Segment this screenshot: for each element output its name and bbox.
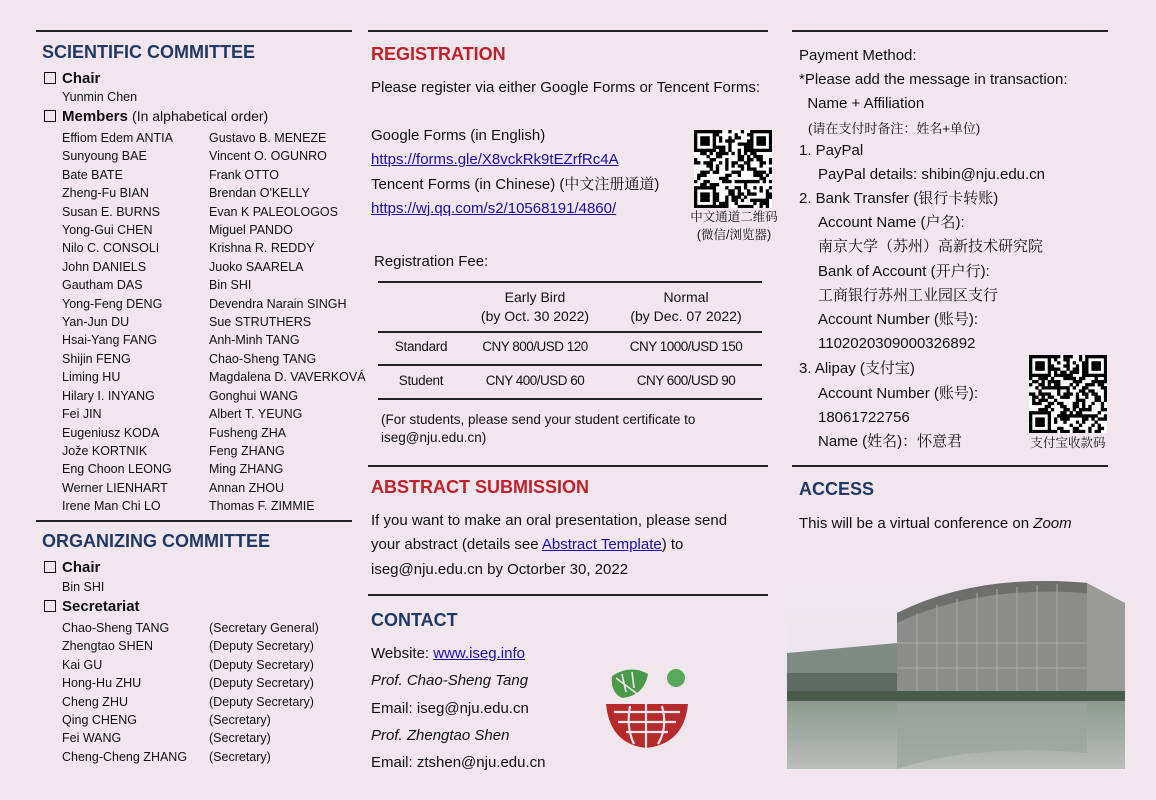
member-name: Irene Man Chi LO: [62, 499, 161, 514]
secretariat-names: [62, 619, 187, 766]
member-name: Hilary I. INYANG: [62, 388, 155, 403]
qr-code-icon: [694, 130, 772, 208]
secretariat-role: (Deputy Secretary): [209, 676, 314, 691]
fee-header-early: Early Bird (by Oct. 30 2022): [480, 289, 590, 324]
member-name: Nilo C. CONSOLI: [62, 241, 160, 256]
member-name: Brendan O'KELLY: [209, 186, 310, 201]
member-name: Gonghui WANG: [209, 388, 299, 403]
alipay-qr-caption: 支付宝收款码: [1030, 436, 1106, 450]
member-name: Evan K PALEOLOGOS: [209, 204, 338, 219]
abstract-template-link[interactable]: Abstract Template: [541, 536, 662, 553]
fee-row-standard-normal: CNY 1000/USD 150: [629, 339, 743, 354]
access-title: ACCESS: [799, 479, 875, 499]
website-link[interactable]: www.iseg.info: [433, 645, 525, 662]
member-name: Krishna R. REDDY: [209, 241, 315, 256]
member-name: Frank OTTO: [209, 167, 279, 182]
alipay-number-label: Account Number (账号):: [818, 385, 979, 402]
account-number-label: Account Number (账号):: [818, 311, 979, 328]
member-name: Magdalena D. VAVERKOVÁ: [209, 370, 366, 385]
members-list-right: [209, 129, 366, 516]
account-name-label: Account Name (户名):: [818, 214, 965, 231]
member-name: Yong-Gui CHEN: [62, 223, 153, 238]
abstract-line-1: If you want to make an oral presentation, please send: [371, 512, 728, 529]
secretariat-name: Qing CHENG: [62, 713, 138, 728]
organizing-chair-heading: Chair: [44, 559, 100, 576]
qr-caption-1: 中文通道二维码: [690, 210, 778, 224]
bank-heading: 2. Bank Transfer (银行卡转账): [799, 190, 999, 207]
member-name: Gautham DAS: [62, 278, 143, 293]
alipay-number: 18061722756: [818, 409, 910, 426]
member-name: Bate BATE: [62, 167, 123, 182]
member-name: Zheng-Fu BIAN: [62, 186, 149, 201]
member-name: Anh-Minh TANG: [209, 333, 300, 348]
member-name: Effiom Edem ANTIA: [62, 131, 173, 145]
secretariat-heading: Secretariat: [44, 598, 140, 615]
abstract-line-2: your abstract (details see Abstract Template) to: [371, 536, 684, 553]
secretariat-roles: [209, 619, 319, 766]
organizing-chair-name: Bin SHI: [62, 580, 105, 594]
member-name: Chao-Sheng TANG: [209, 351, 317, 366]
building-photo: [787, 573, 1125, 769]
fee-row-standard-early: CNY 800/USD 120: [482, 339, 588, 354]
member-name: Fusheng ZHA: [209, 425, 287, 440]
member-name: Sunyoung BAE: [62, 149, 147, 164]
checkbox-icon: [44, 110, 56, 122]
fee-row-student-type: Student: [398, 373, 444, 388]
member-name: Yan-Jun DU: [62, 315, 130, 330]
member-name: Shijin FENG: [62, 351, 131, 366]
secretariat-name: Chao-Sheng TANG: [62, 621, 170, 635]
fee-row-standard-type: Standard: [394, 339, 448, 354]
tencent-forms-label: Tencent Forms (in Chinese) (中文注册通道): [371, 176, 660, 193]
secretariat-name: Cheng ZHU: [62, 694, 128, 709]
fee-header-normal: Normal (by Dec. 07 2022): [630, 289, 742, 324]
bank-label: Bank of Account (开户行):: [818, 263, 990, 280]
secretariat-role: (Secretary): [209, 749, 271, 764]
member-name: Miguel PANDO: [209, 223, 293, 238]
contact-website: Website: www.iseg.info: [371, 645, 525, 662]
divider-col2-b: [368, 594, 768, 596]
access-text: This will be a virtual conference on Zoom: [799, 515, 1072, 532]
conference-logo: [600, 662, 690, 752]
member-name: Werner LIENHART: [62, 480, 168, 495]
account-number: 1102020309000326892: [818, 335, 976, 352]
member-name: Sue STRUTHERS: [209, 315, 312, 330]
contact-person-1: Prof. Chao-Sheng Tang: [371, 672, 529, 689]
fee-table-bottom-rule: [378, 398, 762, 400]
member-name: Hsai-Yang FANG: [62, 333, 157, 348]
secretariat-role: (Secretary): [209, 731, 271, 746]
student-note: (For students, please send your student certificate to iseg@nju.edu.cn): [381, 412, 696, 445]
member-name: Bin SHI: [209, 278, 252, 293]
checkbox-icon: [44, 561, 56, 573]
member-name: Annan ZHOU: [209, 480, 285, 495]
alipay-qr-code: [1029, 355, 1107, 433]
member-name: John DANIELS: [62, 259, 147, 274]
member-name: Vincent O. OGUNRO: [209, 149, 327, 164]
members-heading: Members (In alphabetical order): [44, 108, 268, 125]
member-name: Gustavo B. MENEZE: [209, 131, 327, 145]
qr-caption-2: (微信/浏览器): [696, 228, 772, 242]
registration-title: REGISTRATION: [371, 44, 506, 64]
payment-line-1: *Please add the message in transaction:: [799, 71, 1068, 88]
fee-row-student-early: CNY 400/USD 60: [485, 373, 585, 388]
member-name: Yong-Feng DENG: [62, 296, 163, 311]
member-name: Jože KORTNIK: [62, 443, 148, 458]
scientific-chair-name: Yunmin Chen: [62, 90, 138, 104]
member-name: Eugeniusz KODA: [62, 425, 160, 440]
registration-intro: Please register via either Google Forms or Tencent Forms:: [371, 79, 761, 96]
secretariat-name: Zhengtao SHEN: [62, 639, 154, 654]
divider-col1: [36, 520, 352, 522]
members-list-left: [62, 129, 173, 516]
checkbox-icon: [44, 600, 56, 612]
secretariat-role: (Secretary General): [209, 621, 319, 635]
secretariat-name: Cheng-Cheng ZHANG: [62, 749, 188, 764]
abstract-submission-title: ABSTRACT SUBMISSION: [371, 477, 590, 497]
scientific-committee-title: SCIENTIFIC COMMITTEE: [42, 42, 255, 62]
divider-col2-a: [368, 465, 768, 467]
payment-line-2: Name + Affiliation: [799, 95, 925, 112]
top-rule-col3: [792, 30, 1108, 32]
abstract-line-3: iseg@nju.edu.cn by Octorber 30, 2022: [371, 561, 629, 578]
contact-email-2: Email: ztshen@nju.edu.cn: [371, 754, 546, 771]
contact-person-2: Prof. Zhengtao Shen: [371, 727, 510, 744]
qr-code-icon: [1029, 355, 1107, 433]
organizing-committee-title: ORGANIZING COMMITTEE: [42, 531, 270, 551]
paypal-heading: 1. PayPal: [799, 142, 864, 159]
member-name: Susan E. BURNS: [62, 204, 160, 219]
registration-fee-label: Registration Fee:: [374, 253, 489, 270]
contact-title: CONTACT: [371, 610, 458, 630]
member-name: Feng ZHANG: [209, 443, 285, 458]
dot-icon: [667, 669, 685, 687]
scientific-chair-heading: Chair: [44, 70, 100, 87]
fee-table-mid-rule: [378, 364, 762, 366]
fee-table-top-rule: [378, 281, 762, 283]
alipay-name: Name (姓名)：怀意君: [818, 433, 963, 450]
member-name: Albert T. YEUNG: [209, 407, 303, 422]
checkbox-icon: [44, 72, 56, 84]
fee-table-header-rule: [378, 331, 762, 333]
top-rule-col1: [36, 30, 352, 32]
payment-line-0: Payment Method:: [799, 47, 917, 64]
secretariat-name: Kai GU: [62, 657, 103, 672]
member-name: Juoko SAARELA: [209, 259, 304, 274]
secretariat-name: Hong-Hu ZHU: [62, 676, 142, 691]
payment-cn-note: (请在支付时备注：姓名+单位): [808, 121, 981, 136]
secretariat-name: Fei WANG: [62, 731, 122, 746]
member-name: Ming ZHANG: [209, 462, 284, 477]
secretariat-role: (Deputy Secretary): [209, 657, 314, 672]
member-name: Thomas F. ZIMMIE: [209, 499, 315, 514]
alipay-heading: 3. Alipay (支付宝): [799, 360, 915, 377]
account-name: 南京大学（苏州）高新技术研究院: [818, 238, 1044, 255]
secretariat-role: (Deputy Secretary): [209, 639, 314, 654]
divider-col3: [792, 465, 1108, 467]
paypal-detail: PayPal details: shibin@nju.edu.cn: [818, 166, 1046, 183]
bank-name: 工商银行苏州工业园区支行: [818, 287, 999, 304]
contact-email-1: Email: iseg@nju.edu.cn: [371, 700, 529, 717]
fee-row-student-normal: CNY 600/USD 90: [636, 373, 736, 388]
member-name: Devendra Narain SINGH: [209, 296, 347, 311]
secretariat-role: (Deputy Secretary): [209, 694, 314, 709]
tencent-forms-link[interactable]: https://wj.qq.com/s2/10568191/4860/: [371, 200, 617, 217]
google-forms-label: Google Forms (in English): [371, 127, 546, 144]
registration-qr-code: [694, 130, 772, 208]
member-name: Eng Choon LEONG: [62, 462, 172, 477]
member-name: Liming HU: [62, 370, 121, 385]
top-rule-col2: [368, 30, 768, 32]
secretariat-role: (Secretary): [209, 713, 271, 728]
leaf-icon: [612, 669, 648, 698]
google-forms-link[interactable]: https://forms.gle/X8vckRk9tEZrfRc4A: [371, 151, 619, 168]
member-name: Fei JIN: [62, 407, 102, 422]
